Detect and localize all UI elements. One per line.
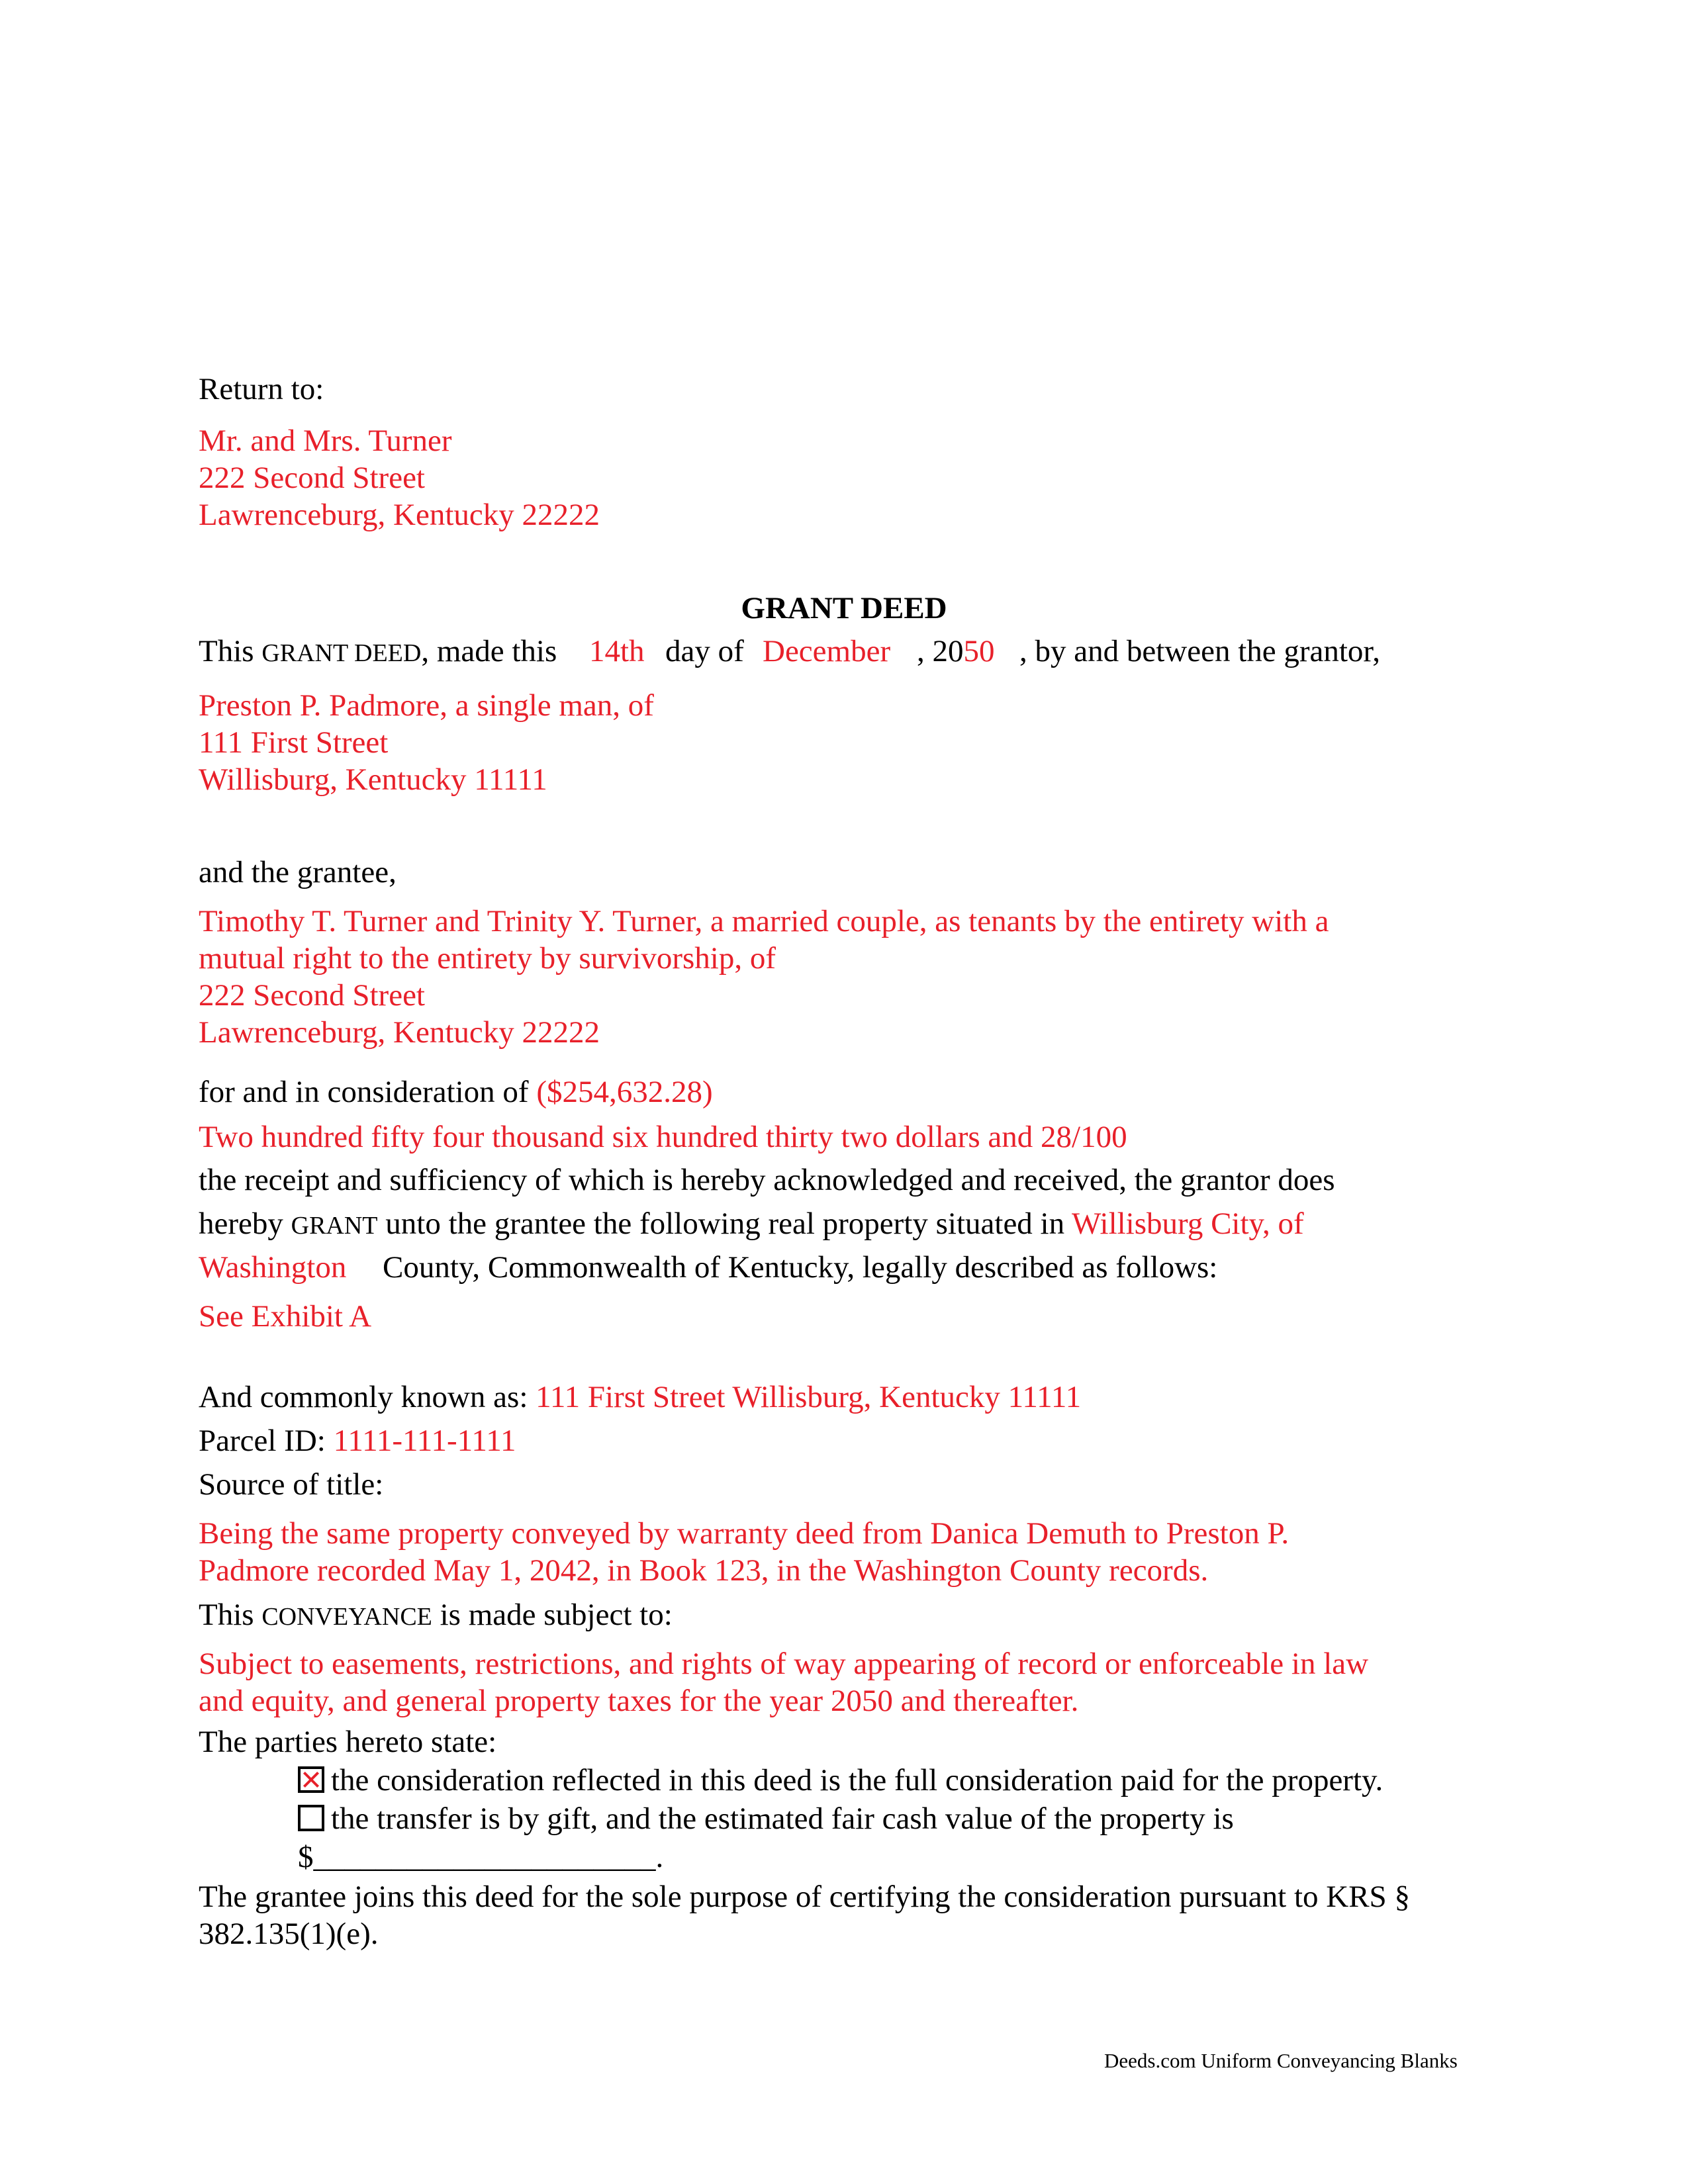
deed-title: GRANT DEED	[741, 591, 947, 625]
checkbox-unchecked-icon[interactable]	[298, 1805, 324, 1831]
parcel-value: 1111-111-1111	[333, 1424, 516, 1458]
source-title-label: Source of title:	[199, 1467, 384, 1502]
parcel-label: Parcel ID:	[199, 1424, 334, 1458]
return-to-address	[199, 422, 600, 533]
statement-value-blank: $______________________.	[298, 1840, 664, 1874]
statement-option-2[interactable]	[298, 1800, 1234, 1837]
certification-block	[199, 1878, 1410, 1952]
parcel-line	[199, 1422, 516, 1459]
grant-clause-hereby: hereby	[199, 1206, 291, 1241]
statement-option-1-text: the consideration reflected in this deed is the full consideration paid for the property.	[331, 1763, 1383, 1797]
intro-line	[199, 633, 557, 672]
grantee-line-3: 222 Second Street	[199, 978, 425, 1013]
return-to-label: Return to:	[199, 372, 324, 406]
subject-to-block	[199, 1645, 1368, 1719]
certification-line-1: The grantee joins this deed for the sole purpose of certifying the consideration pursuant to KRS §	[199, 1880, 1410, 1914]
consideration-words: Two hundred fifty four thousand six hundred thirty two dollars and 28/100	[199, 1120, 1127, 1154]
grantor-line-2: 111 First Street	[199, 725, 389, 760]
intro-this: This	[199, 634, 262, 668]
intro-year-prefix: , 20	[917, 634, 964, 668]
checkbox-checked-icon[interactable]	[298, 1766, 324, 1793]
intro-day-value: 14th	[589, 634, 645, 668]
grantor-block	[199, 687, 654, 798]
commonly-known-label: And commonly known as:	[199, 1380, 536, 1414]
statements-label: The parties hereto state:	[199, 1725, 497, 1759]
grantor-line-1: Preston P. Padmore, a single man, of	[199, 688, 654, 723]
grantee-line-1: Timothy T. Turner and Trinity Y. Turner, a married couple, as tenants by the entirety with a	[199, 904, 1329, 938]
return-to-name: Mr. and Mrs. Turner	[199, 424, 452, 458]
legal-description: See Exhibit A	[199, 1299, 372, 1334]
grant-clause-line-1: the receipt and sufficiency of which is hereby acknowledged and received, the grantor does	[199, 1163, 1335, 1197]
intro-by-between: , by and between the grantor,	[1019, 634, 1380, 668]
grant-clause-county-rest: County, Commonwealth of Kentucky, legally described as follows:	[383, 1250, 1218, 1285]
statement-option-2-text: the transfer is by gift, and the estimated fair cash value of the property is	[331, 1801, 1234, 1836]
grant-clause-line-2	[199, 1205, 1304, 1244]
page-footer: Deeds.com Uniform Conveyancing Blanks	[1104, 2049, 1458, 2072]
intro-month-value: December	[763, 634, 891, 668]
grantee-label: and the grantee,	[199, 855, 397, 889]
grantee-line-4: Lawrenceburg, Kentucky 22222	[199, 1015, 600, 1050]
grant-clause-county: Washington	[199, 1250, 347, 1285]
source-title-block	[199, 1515, 1289, 1589]
subject-to-line	[199, 1596, 673, 1635]
return-to-street: 222 Second Street	[199, 461, 425, 495]
grant-clause-unto: unto the grantee the following real property situated in	[377, 1206, 1072, 1241]
commonly-known-value: 111 First Street Willisburg, Kentucky 11111	[536, 1380, 1082, 1414]
intro-year-value: 50	[963, 634, 995, 668]
consideration-amount: ($254,632.28)	[536, 1075, 713, 1109]
certification-line-2: 382.135(1)(e).	[199, 1917, 379, 1951]
grant-clause-grant-word: GRANT	[291, 1212, 378, 1240]
grant-clause-city: Willisburg City, of	[1072, 1206, 1304, 1241]
statement-option-1[interactable]	[298, 1762, 1383, 1799]
intro-made-this: , made this	[421, 634, 557, 668]
subject-to-line-2: and equity, and general property taxes for the year 2050 and thereafter.	[199, 1684, 1079, 1718]
commonly-known-line	[199, 1379, 1081, 1416]
subject-to-rest: is made subject to:	[432, 1598, 673, 1632]
subject-to-line-1: Subject to easements, restrictions, and rights of way appearing of record or enforceable in law	[199, 1647, 1369, 1681]
source-title-line-1: Being the same property conveyed by warranty deed from Danica Demuth to Preston P.	[199, 1516, 1289, 1551]
consideration-label: for and in consideration of	[199, 1075, 537, 1109]
grantee-block	[199, 903, 1329, 1051]
intro-day-of: day of	[665, 634, 744, 668]
subject-to-word: CONVEYANCE	[261, 1603, 432, 1631]
intro-doc-type: GRANT DEED	[261, 639, 422, 667]
return-to-city: Lawrenceburg, Kentucky 22222	[199, 498, 600, 532]
source-title-line-2: Padmore recorded May 1, 2042, in Book 123, in the Washington County records.	[199, 1553, 1209, 1588]
grantor-line-3: Willisburg, Kentucky 11111	[199, 762, 547, 797]
subject-to-this: This	[199, 1598, 262, 1632]
consideration-line	[199, 1073, 713, 1111]
grantee-line-2: mutual right to the entirety by survivorship, of	[199, 941, 776, 976]
intro-year	[917, 633, 995, 670]
